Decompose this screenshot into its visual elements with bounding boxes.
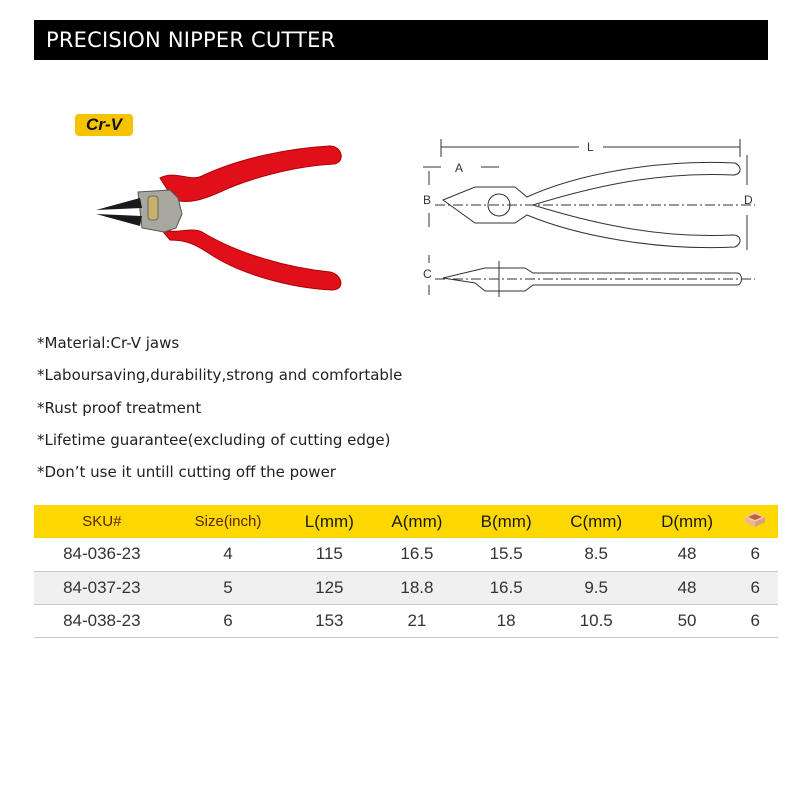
cr-v-badge: Cr-V (75, 114, 133, 136)
col-l: L(mm) (286, 505, 372, 538)
page-title: PRECISION NIPPER CUTTER (34, 20, 768, 60)
svg-text:C: C (423, 267, 432, 281)
col-d: D(mm) (642, 505, 733, 538)
feature-item: *Rust proof treatment (37, 398, 202, 417)
col-b: B(mm) (462, 505, 551, 538)
dim-label-l: L (587, 140, 594, 154)
col-sku: SKU# (34, 505, 170, 538)
svg-text:D: D (744, 193, 753, 207)
col-c: C(mm) (551, 505, 642, 538)
box-icon (742, 509, 768, 529)
feature-item: *Lifetime guarantee(excluding of cutting edge) (37, 430, 391, 449)
table-header-row (34, 505, 778, 538)
feature-list (37, 332, 402, 493)
svg-text:B: B (423, 193, 432, 207)
col-a: A(mm) (372, 505, 461, 538)
feature-item: *Laboursaving,durability,strong and comfortable (37, 366, 403, 385)
nipper-photo (90, 140, 350, 300)
feature-item: *Material:Cr-V jaws (37, 334, 180, 352)
table-row: 84-036-23 4 115 16.5 15.5 8.5 48 6 (34, 538, 778, 571)
table-row: 84-037-23 5 125 18.8 16.5 9.5 48 6 (34, 571, 778, 604)
feature-item: *Don’t use it untill cutting off the power (37, 463, 336, 482)
col-size: Size(inch) (170, 505, 287, 538)
dimension-diagram (415, 135, 770, 300)
col-box-qty (732, 505, 778, 538)
svg-text:A: A (455, 161, 464, 175)
table-row: 84-038-23 6 153 21 18 10.5 50 6 (34, 604, 778, 637)
spec-table (34, 505, 778, 638)
